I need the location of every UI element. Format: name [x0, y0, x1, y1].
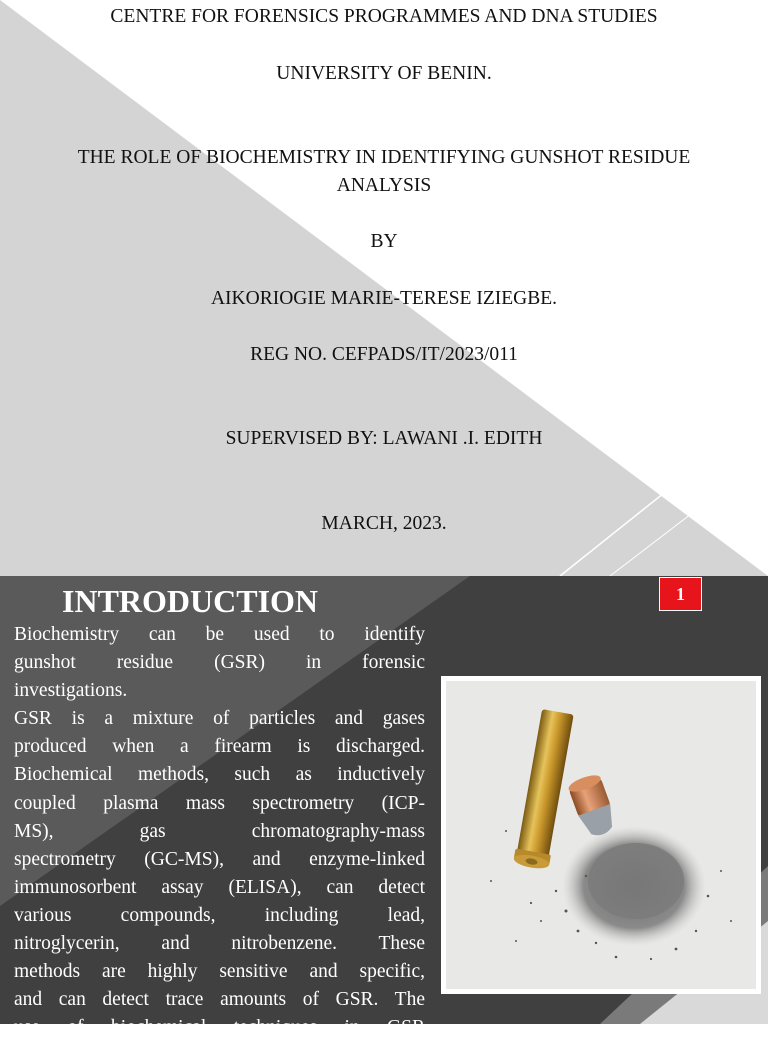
supervisor: SUPERVISED BY: LAWANI .I. EDITH: [225, 428, 543, 449]
body-line: GSR is a mixture of particles and gases: [14, 708, 425, 730]
body-line: nitroglycerin, and nitrobenzene. These: [14, 933, 425, 955]
body-line: and can detect trace amounts of GSR. The: [14, 989, 425, 1011]
university-name: UNIVERSITY OF BENIN.: [276, 63, 492, 84]
thesis-title-line-2: ANALYSIS: [336, 175, 432, 196]
body-line: methods are highly sensitive and specific,: [14, 961, 425, 983]
body-line: use of biochemical techniques in GSR: [14, 1017, 425, 1039]
slide-number-badge: 1: [659, 577, 702, 611]
introduction-body: [14, 621, 425, 1042]
body-line: MS), gas chromatography-mass: [14, 820, 425, 842]
body-line: produced when a firearm is discharged.: [14, 736, 425, 758]
introduction-slide: [0, 576, 768, 1039]
registration-number: REG NO. CEFPADS/IT/2023/011: [250, 344, 518, 365]
institution-name: CENTRE FOR FORENSICS PROGRAMMES AND DNA STUDIES: [110, 6, 658, 27]
body-line: Biochemistry can be used to identify: [14, 624, 425, 645]
body-line: Biochemical methods, such as inductively: [14, 764, 425, 786]
body-line: immunosorbent assay (ELISA), can detect: [14, 876, 425, 898]
slide-title: INTRODUCTION: [62, 583, 319, 619]
author-name: AIKORIOGIE MARIE-TERESE IZIEGBE.: [210, 288, 558, 309]
body-line: spectrometry (GC-MS), and enzyme-linked: [14, 848, 425, 870]
thesis-title-line-1: THE ROLE OF BIOCHEMISTRY IN IDENTIFYING GUNSHOT RESIDUE: [77, 147, 691, 168]
body-line: various compounds, including lead,: [14, 904, 425, 926]
body-line: gunshot residue (GSR) in forensic: [14, 652, 425, 674]
by-label: BY: [370, 231, 398, 252]
gunshot-residue-photo: [441, 676, 761, 994]
body-line: coupled plasma mass spectrometry (ICP-: [14, 792, 425, 814]
date: MARCH, 2023.: [321, 513, 447, 534]
bullet-cartridge-icon: [446, 681, 756, 989]
body-line: investigations.: [14, 680, 128, 702]
